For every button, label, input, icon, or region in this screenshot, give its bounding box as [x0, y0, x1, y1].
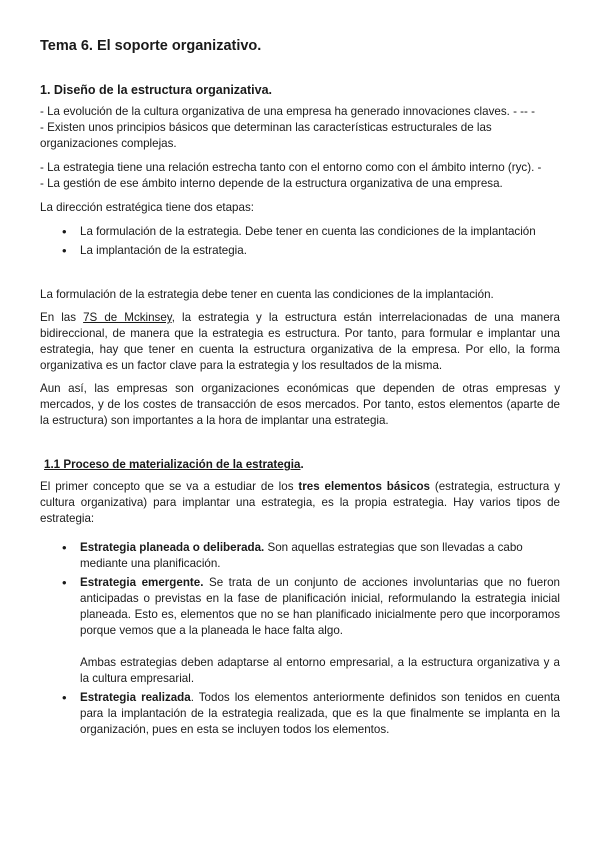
subsection-heading-end: .: [300, 458, 304, 471]
text: El primer concepto que se va a estudiar de los: [40, 480, 299, 493]
list-item: [40, 690, 560, 738]
strategy-text: Se trata de un conjunto de acciones involuntarias que no fueron anticipadas o previstas en la fase de planificación inicial, reformulando la estrategia inicial planeada. Esto es, elementos que no se han planificado inicialmente pero que incorporamos porque vemos que a la planeada le hace falta algo.: [80, 576, 560, 637]
list-item: [40, 540, 560, 572]
strategy-term: Estrategia emergente.: [80, 576, 204, 589]
subsection-heading-text: 1.1 Proceso de materialización de la estrategia: [44, 458, 301, 471]
bold-text: tres elementos básicos: [298, 480, 430, 493]
paragraph: - La evolución de la cultura organizativa de una empresa ha generado innovaciones claves. - -- -: [40, 105, 535, 118]
text: En las: [40, 311, 84, 324]
paragraph: - La gestión de ese ámbito interno depende de la estructura organizativa de una empresa.: [40, 177, 503, 190]
subsection-heading: [44, 458, 560, 471]
list-item: • La formulación de la estrategia. Debe tener en cuenta las condiciones de la implantación: [40, 224, 560, 240]
strategy-term: Estrategia planeada o deliberada.: [80, 541, 265, 554]
paragraph: - Existen unos principios básicos que determinan las características estructurales de las organizaciones complejas.: [40, 121, 492, 150]
page-title: Tema 6. El soporte organizativo.: [40, 38, 262, 54]
paragraph-7s: [40, 310, 560, 374]
paragraph: Aun así, las empresas son organizaciones económicas que dependen de otras empresas y mercados, y de los costes de transacción de esos mercados. Por tanto, estos elementos (aparte de la estructura) son importantes a la hora de implantar una estrategia.: [40, 382, 560, 427]
strategy-term: Estrategia realizada: [80, 691, 191, 704]
mckinsey-link[interactable]: 7S de Mckinsey: [83, 311, 172, 324]
intro-lines: [40, 104, 560, 152]
strategy-text: Son aquellas estrategias que son llevadas a cabo mediante una planificación.: [80, 541, 523, 570]
strategy-text: . Todos los elementos anteriormente definidos son tenidos en cuenta para la implantación de la estrategia realizada, que es la que finalmente se implanta en la organización, pues en esta se incluyen todos los elementos.: [80, 691, 560, 736]
strategy-lines: [40, 160, 560, 192]
strategy-note: Ambas estrategias deben adaptarse al entorno empresarial, a la estructura organizativa y a la cultura empresarial.: [80, 656, 560, 685]
paragraph: - La estrategia tiene una relación estrecha tanto con el entorno como con el ámbito interno (ryc). -: [40, 161, 542, 174]
text: , la estrategia y la estructura están interrelacionadas de una manera bidireccional, de manera que la estrategia es estructura. Por tanto, para formular e implantar una estrategia, hay que tener en cuenta la estructura organizativa de la empresa. Por ello, la forma organizativa es un factor clave para la estrategia y los resultados de la misma.: [40, 311, 560, 372]
strategy-types-list: [40, 540, 560, 738]
paragraph: La formulación de la estrategia debe tener en cuenta las condiciones de la implantación.: [40, 288, 494, 301]
paragraph: [40, 479, 560, 527]
list-item: [40, 575, 560, 687]
text: (estrategia, estructura y cultura organizativa) para implantar una estrategia, es la propia estrategia. Hay varios tipos de estrategia:: [40, 480, 560, 525]
section-heading: 1. Diseño de la estructura organizativa.: [40, 83, 273, 97]
stages-list: [40, 224, 560, 259]
paragraph: La dirección estratégica tiene dos etapas:: [40, 201, 254, 214]
list-item: • La implantación de la estrategia.: [40, 243, 560, 259]
